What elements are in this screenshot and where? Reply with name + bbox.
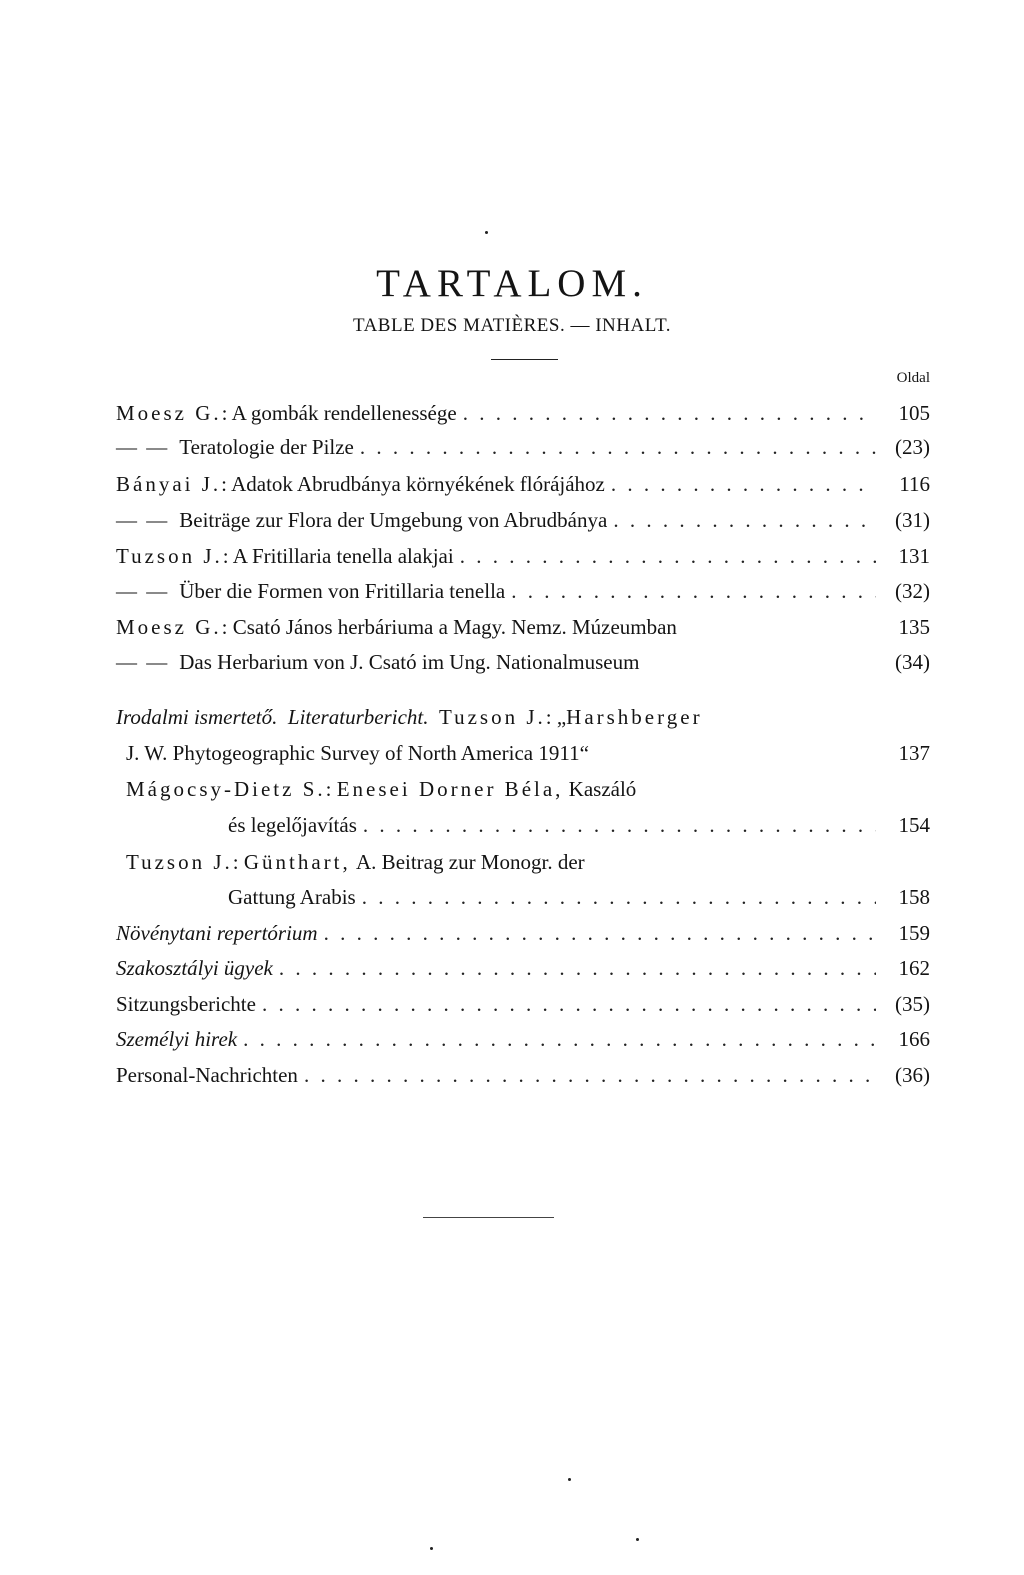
toc-title: Gattung Arabis [228, 885, 356, 909]
toc-dash: — — [116, 579, 170, 603]
toc-section-label: Növénytani repertórium [116, 921, 318, 945]
toc-section [116, 1058, 930, 1092]
toc-page: 154 [898, 813, 930, 837]
toc-title: J. W. Phytogeographic Survey of North America 1911“ [126, 741, 589, 765]
toc-prefix: : [232, 850, 239, 874]
toc-title: Teratologie der Pilze [179, 435, 354, 459]
toc-entry [116, 574, 930, 608]
toc-page: 166 [898, 1027, 930, 1051]
toc-entry [116, 645, 930, 679]
dot-leader [611, 467, 876, 501]
page-column-label: Oldal [896, 370, 930, 386]
toc-author: Mágocsy-Dietz S. [126, 777, 326, 801]
dot-leader [360, 430, 876, 464]
bottom-rule [423, 1217, 554, 1218]
dot-leader [613, 503, 876, 537]
toc-section-label: Sitzungsberichte [116, 992, 256, 1016]
toc-entry-continued [228, 808, 930, 842]
toc-entry [116, 610, 930, 644]
toc-page: (35) [895, 992, 930, 1016]
toc-entry [116, 396, 930, 430]
toc-section [116, 1022, 930, 1056]
page-subtitle: TABLE DES MATIÈRES. — INHALT. [352, 315, 672, 336]
toc-entry [116, 539, 930, 573]
toc-title: A. Beitrag zur Monogr. der [356, 850, 585, 874]
dot-leader [362, 880, 876, 914]
toc-page: 158 [898, 885, 930, 909]
toc-entry [126, 845, 930, 879]
dot-leader [363, 808, 876, 842]
toc-dash: — — [116, 435, 170, 459]
page-title: TARTALOM. [376, 262, 648, 305]
toc-page: 135 [898, 615, 930, 639]
toc-prefix: : [325, 777, 332, 801]
toc-author: Moesz G. [116, 401, 222, 425]
toc-page: (34) [895, 650, 930, 674]
dot-leader [243, 1022, 876, 1056]
toc-section [116, 987, 930, 1021]
toc-author: Tuzson J. [438, 705, 546, 729]
toc-title: : Csató János herbáriuma a Magy. Nemz. Múzeumban [221, 615, 677, 639]
toc-entry [126, 772, 930, 806]
literature-heading-hu: Irodalmi ismertető. [116, 705, 278, 729]
dot-leader [460, 539, 876, 573]
toc-subject: Harshberger [566, 705, 703, 729]
toc-page: 105 [898, 401, 930, 425]
toc-prefix: : „ [545, 705, 567, 729]
toc-title: Das Herbarium von J. Csató im Ung. Nationalmuseum [179, 650, 640, 674]
toc-title: Kaszáló [568, 777, 637, 801]
dot-leader [262, 987, 876, 1021]
toc-author: Tuzson J. [116, 544, 223, 568]
literature-heading-de: Literaturbericht. [287, 705, 429, 729]
dot-leader [511, 574, 876, 608]
print-speck [568, 1478, 571, 1481]
toc-subject: Günthart, [243, 850, 351, 874]
toc-page: 137 [898, 741, 930, 765]
dot-leader [304, 1058, 876, 1092]
dot-leader [279, 951, 876, 985]
toc-title: : A Fritillaria tenella alakjai [222, 544, 454, 568]
toc-page: 159 [898, 921, 930, 945]
toc-title: Über die Formen von Fritillaria tenella [179, 579, 506, 603]
dot-leader [463, 396, 876, 430]
toc-section-label: Personal-Nachrichten [116, 1063, 298, 1087]
toc-title: : A gombák rendellenessége [221, 401, 457, 425]
dot-leader [324, 916, 876, 950]
toc-entry [116, 430, 930, 464]
toc-title: és legelőjavítás [228, 813, 357, 837]
print-speck [485, 231, 488, 234]
toc-page: (36) [895, 1063, 930, 1087]
toc-page: (31) [895, 508, 930, 532]
toc-dash: — — [116, 508, 170, 532]
title-rule [491, 359, 558, 360]
toc-entry [116, 503, 930, 537]
toc-entry-continued [126, 736, 930, 770]
toc-page: (23) [895, 435, 930, 459]
toc-entry-continued [228, 880, 930, 914]
toc-section-label: Szakosztályi ügyek [116, 956, 273, 980]
toc-title: Beiträge zur Flora der Umgebung von Abrudbánya [179, 508, 608, 532]
toc-subject: Enesei Dorner Béla, [336, 777, 564, 801]
toc-author: Moesz G. [116, 615, 222, 639]
toc-page: 162 [898, 956, 930, 980]
print-speck [636, 1538, 639, 1541]
print-speck [430, 1547, 433, 1550]
toc-entry-literature [116, 700, 930, 734]
toc-section-label: Személyi hirek [116, 1027, 238, 1051]
toc-dash: — — [116, 650, 170, 674]
toc-title: : Adatok Abrudbánya környékének flórájához [221, 472, 605, 496]
toc-author: Tuzson J. [126, 850, 233, 874]
toc-entry [116, 467, 930, 501]
toc-page: 116 [899, 472, 930, 496]
toc-author: Bányai J. [116, 472, 222, 496]
toc-section [116, 951, 930, 985]
toc-section [116, 916, 930, 950]
toc-page: (32) [895, 579, 930, 603]
toc-page: 131 [898, 544, 930, 568]
